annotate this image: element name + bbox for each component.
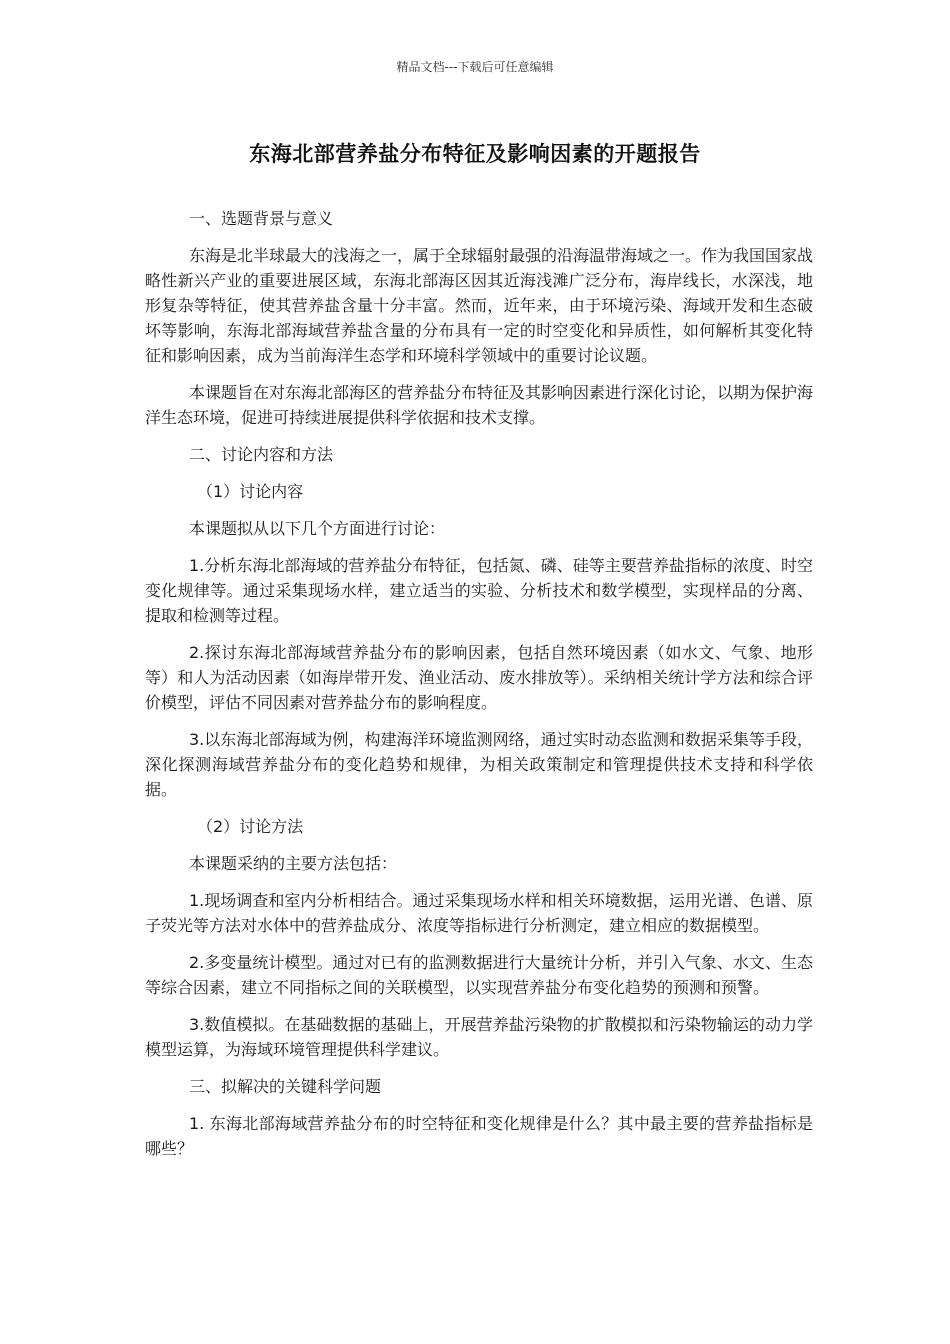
document-body bbox=[145, 206, 813, 1173]
section-heading-3: 三、拟解决的关键科学问题 bbox=[189, 1077, 382, 1096]
list-item-method-3: 3.数值模拟。在基础数据的基础上，开展营养盐污染物的扩散模拟和污染物输运的动力学模型运算，为海域环境管理提供科学建议。 bbox=[145, 1015, 813, 1059]
list-item-content-1: 1.分析东海北部海域的营养盐分布特征，包括氮、磷、硅等主要营养盐指标的浓度、时空变化规律等。通过采集现场水样，建立适当的实验、分析技术和数学模型，实现样品的分离、提取和检测等过程。 bbox=[145, 556, 813, 625]
subsection-heading-content: （1）讨论内容 bbox=[197, 482, 304, 501]
paragraph-content-intro: 本课题拟从以下几个方面进行讨论： bbox=[189, 519, 446, 538]
list-item-content-3: 3.以东海北部海域为例，构建海洋环境监测网络，通过实时动态监测和数据采集等手段，深化探测海域营养盐分布的变化趋势和规律，为相关政策制定和管理提供技术支持和科学依据。 bbox=[145, 730, 813, 799]
list-item-content-2: 2.探讨东海北部海域营养盐分布的影响因素，包括自然环境因素（如水文、气象、地形等）和人为活动因素（如海岸带开发、渔业活动、废水排放等）。采纳相关统计学方法和综合评价模型，评估不同因素对营养盐分布的影响程度。 bbox=[145, 643, 813, 712]
paragraph-methods-intro: 本课题采纳的主要方法包括： bbox=[189, 854, 398, 873]
document-title: 东海北部营养盐分布特征及影响因素的开题报告 bbox=[249, 142, 701, 166]
page-header: 精品文档---下载后可任意编辑 bbox=[396, 60, 554, 74]
list-item-method-1: 1.现场调查和室内分析相结合。通过采集现场水样和相关环境数据，运用光谱、色谱、原子荧光等方法对水体中的营养盐成分、浓度等指标进行分析测定，建立相应的数据模型。 bbox=[145, 891, 813, 935]
list-item-question-1: 1. 东海北部海域营养盐分布的时空特征和变化规律是什么？其中最主要的营养盐指标是哪些？ bbox=[145, 1114, 813, 1158]
paragraph-background: 东海是北半球最大的浅海之一，属于全球辐射最强的沿海温带海域之一。作为我国国家战略性新兴产业的重要进展区域，东海北部海区因其近海浅滩广泛分布，海岸线长，水深浅，地形复杂等特征，使其营养盐含量十分丰富。然而，近年来，由于环境污染、海域开发和生态破坏等影响，东海北部海域营养盐含量的分布具有一定的时空变化和异质性，如何解析其变化特征和影响因素，成为当前海洋生态学和环境科学领域中的重要讨论议题。 bbox=[145, 246, 814, 365]
section-heading-1: 一、选题背景与意义 bbox=[189, 209, 334, 228]
subsection-heading-methods: （2）讨论方法 bbox=[197, 817, 304, 836]
paragraph-purpose: 本课题旨在对东海北部海区的营养盐分布特征及其影响因素进行深化讨论，以期为保护海洋生态环境，促进可持续进展提供科学依据和技术支撑。 bbox=[145, 383, 814, 427]
list-item-method-2: 2.多变量统计模型。通过对已有的监测数据进行大量统计分析，并引入气象、水文、生态等综合因素，建立不同指标之间的关联模型，以实现营养盐分布变化趋势的预测和预警。 bbox=[145, 953, 813, 997]
section-heading-2: 二、讨论内容和方法 bbox=[189, 445, 334, 464]
